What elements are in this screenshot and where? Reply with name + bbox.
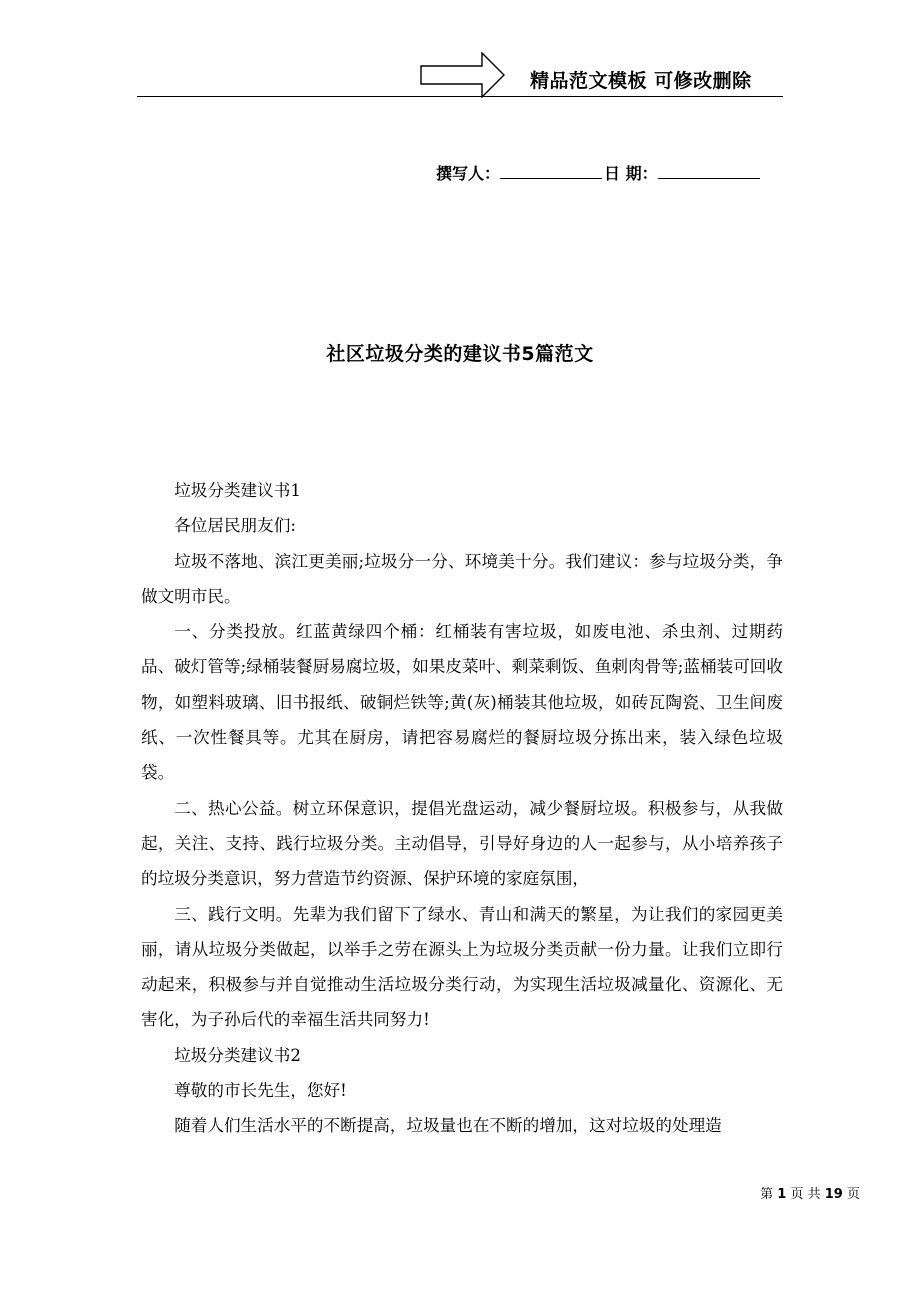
- total-page-number: 19: [824, 1187, 843, 1202]
- arrow-right-icon: [420, 52, 506, 98]
- author-blank-field[interactable]: [500, 163, 602, 179]
- page-middle: 页 共: [790, 1187, 821, 1202]
- document-title: 社区垃圾分类的建议书5篇范文: [326, 343, 594, 365]
- page-footer: [760, 1183, 860, 1202]
- paragraph: 一、分类投放。红蓝黄绿四个桶：红桶装有害垃圾，如废电池、杀虫剂、过期药品、破灯管等;绿桶装餐厨易腐垃圾，如果皮菜叶、剩菜剩饭、鱼刺肉骨等;蓝桶装可回收物，如塑料玻璃、旧书报纸、破铜烂铁等;黄(灰)桶装其他垃圾，如砖瓦陶瓷、卫生间废纸、一次性餐具等。尤其在厨房，请把容易腐烂的餐厨垃圾分拣出来，装入绿色垃圾袋。: [141, 622, 783, 783]
- paragraph: 垃圾分类建议书1: [174, 481, 301, 500]
- current-page-number: 1: [777, 1187, 787, 1202]
- paragraph: 垃圾不落地、滨江更美丽;垃圾分一分、环境美十分。我们建议：参与垃圾分类，争做文明市民。: [141, 551, 783, 606]
- page-suffix: 页: [846, 1187, 860, 1202]
- paragraph: 随着人们生活水平的不断提高，垃圾量也在不断的增加，这对垃圾的处理造: [174, 1116, 722, 1136]
- paragraph: 二、热心公益。树立环保意识，提倡光盘运动，减少餐厨垃圾。积极参与，从我做起，关注、支持、践行垃圾分类。主动倡导，引导好身边的人一起参与，从小培养孩子的垃圾分类意识，努力营造节约资源、保护环境的家庭氛围，: [141, 798, 783, 889]
- date-label: 日 期：: [604, 164, 658, 183]
- paragraph: 垃圾分类建议书2: [174, 1045, 301, 1065]
- paragraph: 各位居民朋友们:: [174, 516, 296, 536]
- paragraph: 尊敬的市长先生，您好!: [174, 1081, 347, 1101]
- date-blank-field[interactable]: [658, 163, 760, 179]
- page-prefix: 第: [760, 1187, 774, 1202]
- author-date-line: [436, 161, 762, 184]
- paragraph: 三、践行文明。先辈为我们留下了绿水、青山和满天的繁星，为让我们的家园更美丽，请从垃圾分类做起，以举手之劳在源头上为垃圾分类贡献一份力量。让我们立即行动起来，积极参与并自觉推动生活垃圾分类行动，为实现生活垃圾减量化、资源化、无害化，为子孙后代的幸福生活共同努力!: [141, 904, 783, 1030]
- author-label: 撰写人：: [436, 164, 501, 183]
- document-body: [141, 473, 783, 1144]
- header-banner: 精品范文模板 可修改删除: [530, 70, 752, 92]
